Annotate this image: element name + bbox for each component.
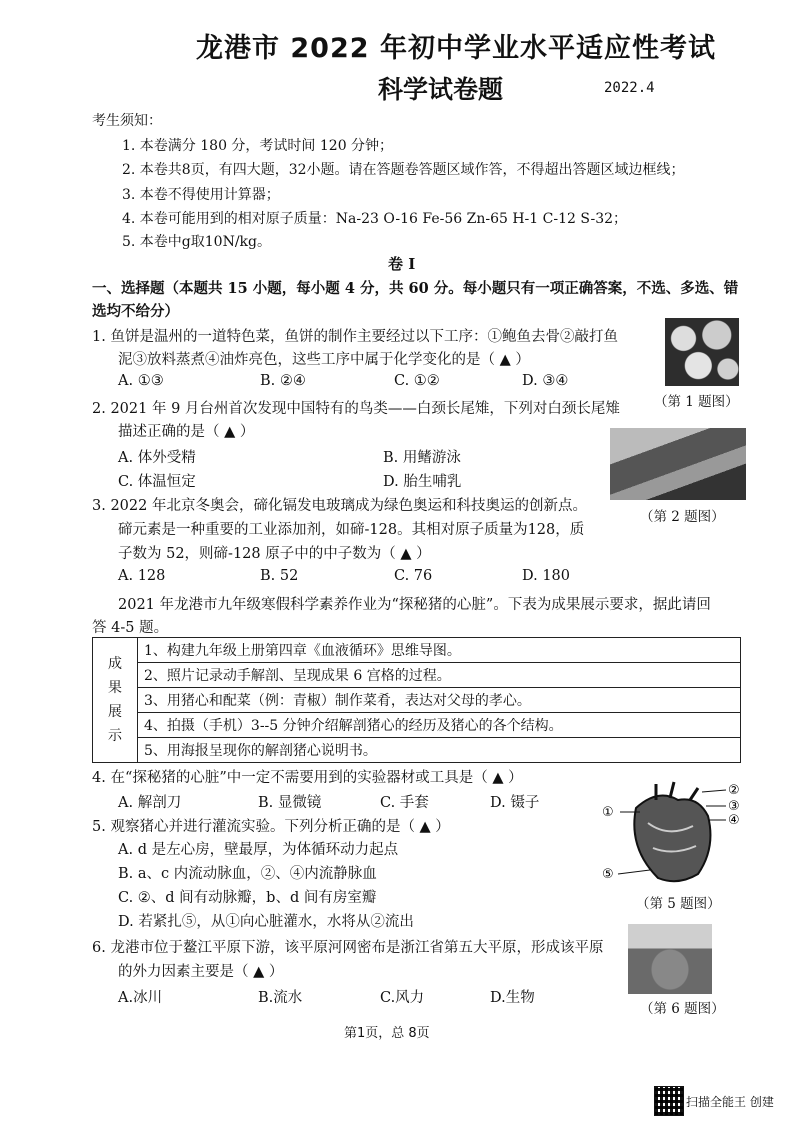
question-2-option-d: D. 胎生哺乳 <box>383 474 462 490</box>
question-5-option-b: B. a、c 内流动脉血，②、④内流静脉血 <box>118 866 377 882</box>
figure-label: ④ <box>728 813 740 828</box>
question-1-option-c: C. ①② <box>394 373 440 389</box>
results-row: 1、构建九年级上册第四章《血液循环》思维导图。 <box>138 638 741 663</box>
question-6-option-c: C.风力 <box>380 990 425 1006</box>
notice-item: 4. 本卷可能用到的相对原子质量：Na-23 O-16 Fe-56 Zn-65 H-1 C-12 S-32； <box>122 211 628 227</box>
question-2-option-c: C. 体温恒定 <box>118 474 196 490</box>
heart-diagram <box>598 778 746 888</box>
question-6-stem: 6. 龙港市位于鳌江平原下游，该平原河网密布是浙江省第五大平原，形成该平原 <box>92 940 604 956</box>
notice-item: 5. 本卷中g取10N/kg。 <box>122 234 271 250</box>
exam-title: 龙港市 2022 年初中学业水平适应性考试 <box>196 33 716 64</box>
question-5-stem: 5. 观察猪心并进行灌流实验。下列分析正确的是（ ▲ ） <box>92 819 450 835</box>
notice-heading: 考生须知： <box>92 113 162 129</box>
pheasant-photo <box>610 428 746 500</box>
question-4-option-a: A. 解剖刀 <box>118 795 182 811</box>
results-row: 5、用海报呈现你的解剖猪心说明书。 <box>138 738 741 763</box>
question-3-stem-cont: 碲元素是一种重要的工业添加剂，如碲-128。其相对原子质量为128，质 <box>118 522 585 538</box>
question-1-option-b: B. ②④ <box>260 373 306 389</box>
figure-label: ③ <box>728 799 740 814</box>
question-3-option-b: B. 52 <box>260 568 299 584</box>
notice-item: 3. 本卷不得使用计算器； <box>122 187 280 203</box>
question-4-stem: 4. 在“探秘猪的心脏”中一定不需要用到的实验器材或工具是（ ▲ ） <box>92 770 523 786</box>
results-label-char: 成 <box>108 656 122 672</box>
results-row: 2、照片记录动手解剖、呈现成果 6 宫格的过程。 <box>138 663 741 688</box>
question-3-option-d: D. 180 <box>522 568 571 584</box>
notice-item: 2. 本卷共8页，有四大题，32小题。请在答题卷答题区域作答，不得超出答题区域边框线； <box>122 162 685 178</box>
scanner-watermark: 扫描全能王 创建 <box>686 1095 774 1109</box>
question-1-option-a: A. ①③ <box>118 373 164 389</box>
results-row: 3、用猪心和配菜（例：青椒）制作菜肴，表达对父母的孝心。 <box>138 688 741 713</box>
results-table <box>92 637 741 763</box>
question-5-option-c: C. ②、d 间有动脉瓣，b、d 间有房室瓣 <box>118 890 377 906</box>
section-heading: 一、选择题（本题共 15 小题，每小题 4 分，共 60 分。每小题只有一项正确答案，不选、多选、错 <box>92 280 739 297</box>
question-5-option-d: D. 若紧扎⑤，从①向心脏灌水，水将从②流出 <box>118 914 414 930</box>
pointer-line <box>618 870 650 874</box>
exam-date: 2022.4 <box>604 80 655 96</box>
question-3-option-c: C. 76 <box>394 568 433 584</box>
results-label-char: 展 <box>108 704 122 720</box>
qr-code-icon <box>654 1086 684 1116</box>
exam-subtitle: 科学试卷题 <box>378 75 504 104</box>
question-1-stem-cont: 泥③放料蒸煮④油炸亮色，这些工序中属于化学变化的是（ ▲ ） <box>118 352 530 368</box>
question-4-option-b: B. 显微镜 <box>258 795 322 811</box>
plain-map-photo <box>628 924 712 994</box>
figure-label: ① <box>602 805 614 820</box>
section-heading-cont: 选均不给分） <box>92 303 179 320</box>
figure-1-caption: （第 1 题图） <box>654 394 739 410</box>
question-1-stem: 1. 鱼饼是温州的一道特色菜，鱼饼的制作主要经过以下工序：①鲍鱼去骨②敲打鱼 <box>92 329 618 345</box>
question-6-option-d: D.生物 <box>490 990 535 1006</box>
figure-6-caption: （第 6 题图） <box>640 1001 725 1017</box>
volume-title: 卷 Ⅰ <box>388 255 416 273</box>
question-4-option-c: C. 手套 <box>380 795 429 811</box>
page-number: 第1页，总 8页 <box>344 1026 430 1041</box>
figure-5-caption: （第 5 题图） <box>636 896 721 912</box>
question-3-stem: 3. 2022 年北京冬奥会，碲化镉发电玻璃成为绿色奥运和科技奥运的创新点。 <box>92 498 587 514</box>
results-label <box>93 638 138 763</box>
fish-cake-photo <box>665 318 739 386</box>
question-2-option-a: A. 体外受精 <box>118 450 196 466</box>
question-3-stem-cont: 子数为 52，则碲-128 原子中的中子数为（ ▲ ） <box>118 546 431 562</box>
intro-4-5-cont: 答 4-5 题。 <box>92 620 169 636</box>
notice-item: 1. 本卷满分 180 分，考试时间 120 分钟； <box>122 138 394 154</box>
question-5-option-a: A. d 是左心房，壁最厚，为体循环动力起点 <box>118 842 399 858</box>
intro-4-5: 2021 年龙港市九年级寒假科学素养作业为“探秘猪的心脏”。下表为成果展示要求，据此请回 <box>118 597 711 613</box>
heart-shape <box>634 796 710 882</box>
figure-label: ② <box>728 783 740 798</box>
question-4-option-d: D. 镊子 <box>490 795 540 811</box>
question-3-option-a: A. 128 <box>118 568 166 584</box>
question-1-option-d: D. ③④ <box>522 373 569 389</box>
results-row: 4、拍摄（手机）3--5 分钟介绍解剖猪心的经历及猪心的各个结构。 <box>138 713 741 738</box>
figure-2-caption: （第 2 题图） <box>640 509 725 525</box>
figure-label: ⑤ <box>602 867 614 882</box>
question-6-stem-cont: 的外力因素主要是（ ▲ ） <box>118 964 284 980</box>
question-2-option-b: B. 用鳍游泳 <box>383 450 461 466</box>
question-2-stem: 2. 2021 年 9 月台州首次发现中国特有的鸟类——白颈长尾雉，下列对白颈长尾雉 <box>92 401 620 417</box>
question-2-stem-cont: 描述正确的是（ ▲ ） <box>118 424 255 440</box>
pointer-line <box>702 790 726 792</box>
question-6-option-a: A.冰川 <box>118 990 163 1006</box>
results-label-char: 示 <box>108 728 122 744</box>
results-label-char: 果 <box>108 680 122 696</box>
question-6-option-b: B.流水 <box>258 990 303 1006</box>
